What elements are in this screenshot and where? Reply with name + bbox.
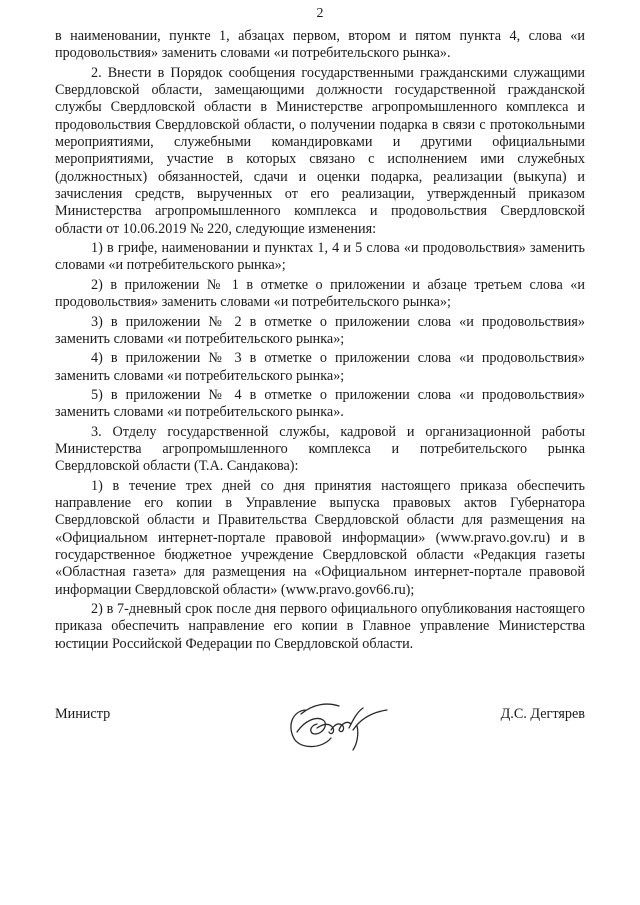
paragraph-2: 2. Внести в Порядок сообщения государственными гражданскими служащими Свердловской области, замещающими должности государственной гражданской службы Свердловской области в Министерстве агропромышленного комплекса и продовольствия Свердловской области, о получении подарка в связи с протокольными мероприятиями, служебными командировками и другими официальными мероприятиями, участие в которых связано с исполнением ими служебных (должностных) обязанностей, сдачи и оценки подарка, реализации (выкупа) и зачисления средств, вырученных от его реализации, утвержденный приказом Министерства агропромышленного комплекса и продовольствия Свердловской области от 10.06.2019 № 220, следующие изменения:	[55, 64, 585, 237]
paragraph-5: 3) в приложении № 2 в отметке о приложении слова «и продовольствия» заменить словами «и потребительского рынка»;	[55, 313, 585, 347]
paragraph-6: 4) в приложении № 3 в отметке о приложении слова «и продовольствия» заменить словами «и потребительского рынка»;	[55, 350, 585, 384]
paragraph-7: 5) в приложении № 4 в отметке о приложении слова «и продовольствия» заменить словами «и потребительского рынка».	[55, 386, 585, 421]
signatory-name: Д.С. Дегтярев	[500, 706, 585, 722]
handwritten-signature	[283, 698, 393, 754]
paragraph-8: 3. Отделу государственной службы, кадровой и организационной работы Министерства агропромышленного комплекса и потребительского рынка Свердловской области (Т.А. Сандакова):	[55, 423, 585, 475]
signatory-title: Министр	[55, 706, 111, 722]
paragraph-1: в наименовании, пункте 1, абзацах первом, втором и пятом пункта 4, слова «и продовольствия» заменить словами «и потребительского рынка».	[55, 28, 585, 62]
paragraph-3: 1) в грифе, наименовании и пунктах 1, 4 и 5 слова «и продовольствия» заменить словами «и потребительского рынка»;	[55, 240, 585, 274]
paragraph-9: 1) в течение трех дней со дня принятия настоящего приказа обеспечить направление его копии в Управление выпуска правовых актов Губернатора Свердловской области и Правительства Свердловской области для размещения на «Официальном интернет-портале правовой информации» (www.pravo.gov.ru) и в государственное бюджетное учреждение Свердловской области «Редакция газеты «Областная газета» для размещения на «Официальном интернет-портале правовой информации Свердловской области» (www.pravo.gov66.ru);	[55, 477, 585, 598]
paragraph-4: 2) в приложении № 1 в отметке о приложении и абзаце третьем слова «и продовольствия» заменить словами «и потребительского рынка»;	[55, 276, 585, 311]
signature-block	[55, 706, 585, 766]
paragraph-10: 2) в 7-дневный срок после дня первого официального опубликования настоящего приказа обеспечить направление его копии в Главное управление Министерства юстиции Российской Федерации по Свердловской области.	[55, 601, 585, 652]
page-number: 2	[316, 6, 324, 21]
document-body	[55, 28, 585, 655]
